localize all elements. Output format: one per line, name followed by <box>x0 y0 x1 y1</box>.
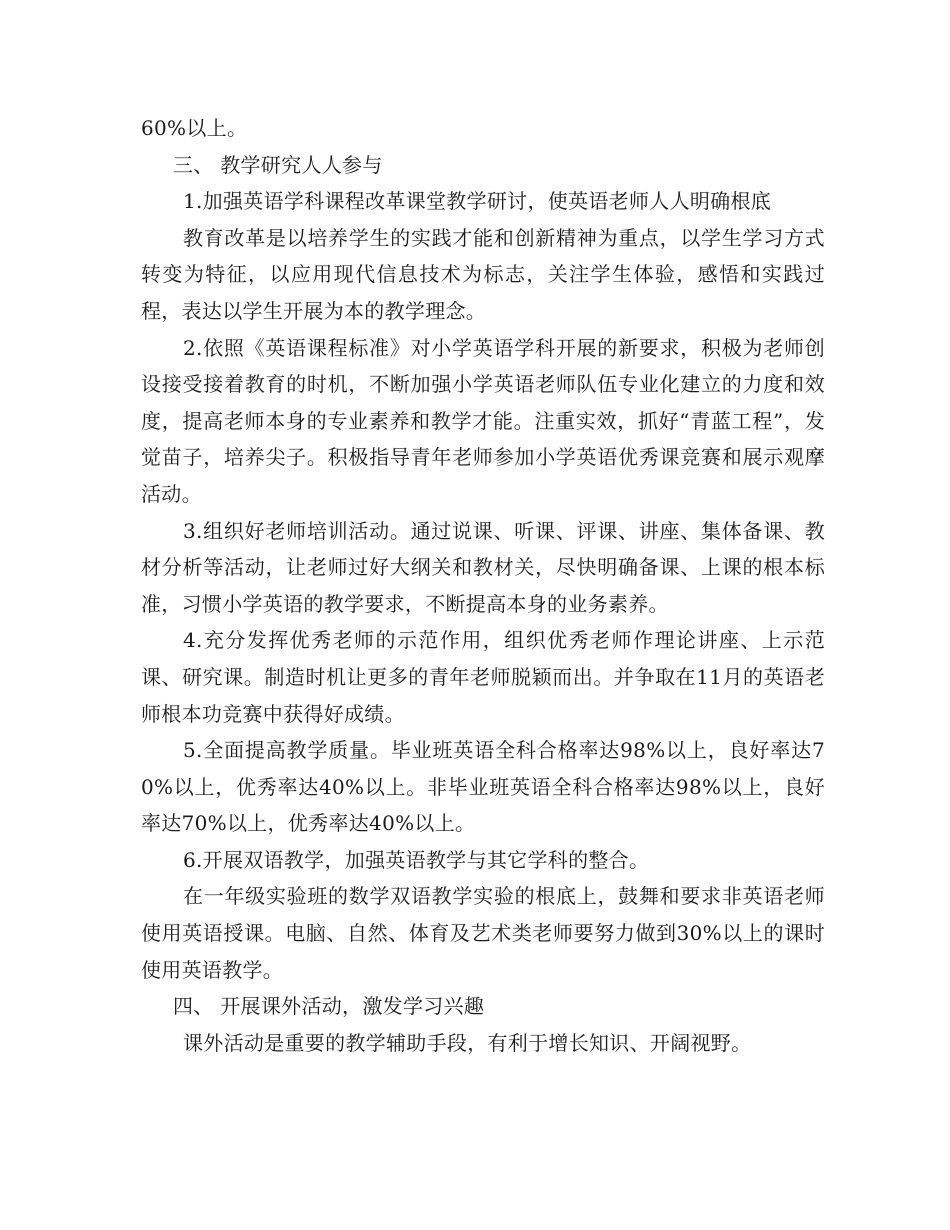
paragraph-bilingual: 在一年级实验班的数学双语教学实验的根底上，鼓舞和要求非英语老师使用英语授课。电脑、自然、体育及艺术类老师要努力做到30%以上的课时使用英语教学。 <box>141 884 825 982</box>
paragraph-item-1: 1.加强英语学科课程改革课堂教学研讨，使英语老师人人明确根底 <box>183 189 772 214</box>
paragraph-reform: 教育改革是以培养学生的实践才能和创新精神为重点，以学生学习方式转变为特征，以应用现代信息技术为标志，关注学生体验，感悟和实践过程，表达以学生开展为本的教学理念。 <box>141 225 825 323</box>
paragraph-continuation: 60%以上。 <box>141 116 248 140</box>
paragraph-item-5: 5.全面提高教学质量。毕业班英语全科合格率达98%以上，良好率达70%以上，优秀率达40%以上。非毕业班英语全科合格率达98%以上，良好率达70%以上，优秀率达40%以上。 <box>141 738 825 836</box>
paragraph-item-4: 4.充分发挥优秀老师的示范作用，组织优秀老师作理论讲座、上示范课、研究课。制造时机让更多的青年老师脱颖而出。并争取在11月的英语老师根本功竞赛中获得好成绩。 <box>141 628 825 726</box>
document-page <box>141 110 825 1061</box>
section-heading-three: 三、 教学研究人人参与 <box>173 152 383 177</box>
section-heading-four: 四、 开展课外活动，激发学习兴趣 <box>173 994 485 1019</box>
paragraph-item-6: 6.开展双语教学，加强英语教学与其它学科的整合。 <box>183 847 650 872</box>
paragraph-item-2: 2.依照《英语课程标准》对小学英语学科开展的新要求，积极为老师创设接受接着教育的时机，不断加强小学英语老师队伍专业化建立的力度和效度，提高老师本身的专业素养和教学才能。注重实效，抓好“青蓝工程”，发觉苗子，培养尖子。积极指导青年老师参加小学英语优秀课竞赛和展示观摩活动。 <box>141 335 825 506</box>
paragraph-item-3: 3.组织好老师培训活动。通过说课、听课、评课、讲座、集体备课、教材分析等活动，让老师过好大纲关和教材关，尽快明确备课、上课的根本标准，习惯小学英语的教学要求，不断提高本身的业务素养。 <box>141 518 825 616</box>
paragraph-activities: 课外活动是重要的教学辅助手段，有利于增长知识、开阔视野。 <box>183 1030 752 1055</box>
